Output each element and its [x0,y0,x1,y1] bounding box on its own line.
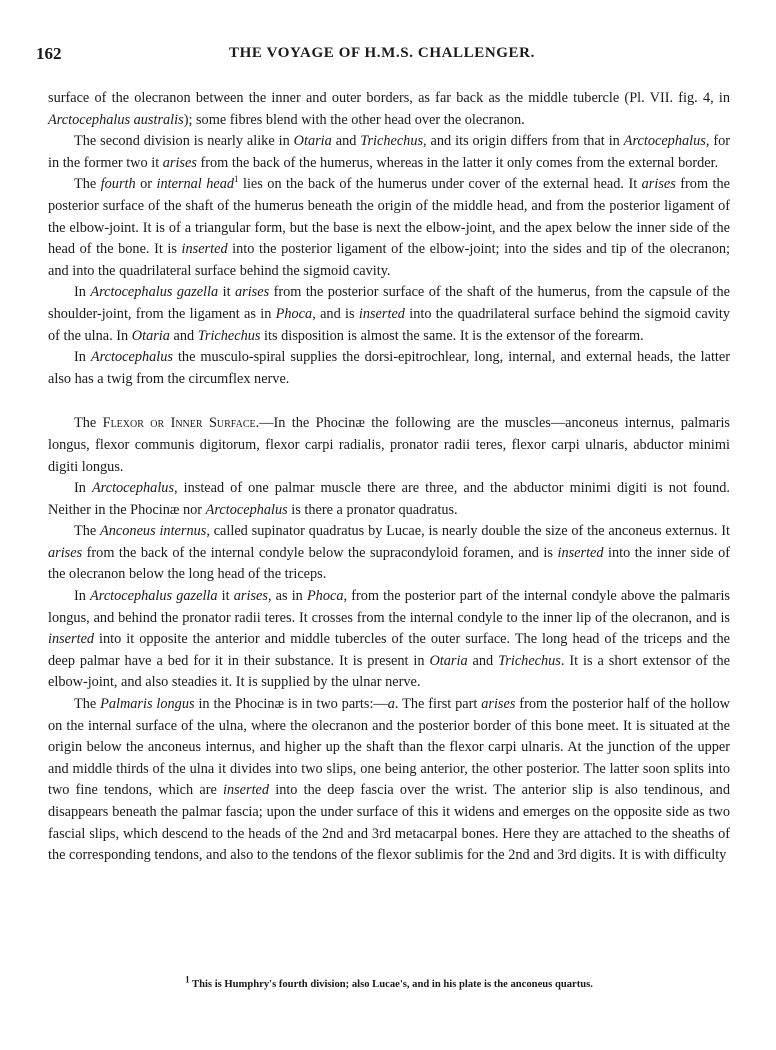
italic-term: Otaria [293,133,332,150]
italic-term: a [387,696,395,713]
text-run: The [74,523,101,540]
italic-term: Otaria [131,327,170,344]
text-run: the musculo-spiral supplies the dorsi-epitrochlear, long, internal, and external heads, the latter also has a twig from the circumflex nerve. [48,349,731,387]
italic-term: Trichechus [360,133,424,150]
text-run: into the inner side of the olecranon below the long head of the triceps. [48,544,730,583]
text-run: —In the Phocinæ the following are the muscles—anconeus internus, palmaris longus, flexor communis digitorum, flexor carpi radialis, pronator radii teres, flexor carpi ulnaris, abductor minimi digiti longus. [48,415,730,475]
text-run: into the posterior ligament of the elbow-joint; into the sides and tip of the olecranon; and into the quadrilateral surface behind the sigmoid cavity. [48,241,730,279]
italic-term: fourth [100,176,136,193]
footnote [48,974,730,990]
text-run: , and its origin differs from that in [423,133,624,150]
italic-term: Palmaris longus [100,696,195,713]
text-run: and [169,327,198,344]
text-run: surface of the olecranon between the inner and outer borders, as far back as the middle tubercle (Pl. VII. fig. 4, in [48,90,730,106]
paragraph-second-division [48,131,730,174]
paragraph-anconeus-internus [48,521,730,586]
italic-term: arises [481,696,516,713]
text-run: is there a pronator quadratus. [287,501,458,518]
text-run: into it opposite the anterior and middle tubercles of the outer surface. The long head of the triceps and the deep palmar have a bed for it in their substance. It is present in [48,631,730,669]
italic-term: arises [233,588,268,605]
text-run: The second division is nearly alike in [74,133,294,150]
footnote-text: This is Humphry's fourth division; also Lucae's, and in his plate is the anconeus quartus. [189,979,593,990]
paragraph-musculo-spiral-nerve [48,347,730,390]
text-run: , from the posterior part of the internal condyle above the palmaris longus, and behind the pronator radii teres. It crosses from the internal condyle to the inner lip of the olecranon, and is [48,588,730,626]
text-run: , for in the former two it [48,133,730,171]
italic-term: arises [234,284,270,301]
italic-term: Phoca [275,305,313,322]
italic-term: Arctocephalus [90,349,173,366]
text-run: from the posterior half of the hollow on the internal surface of the ulna, where the olecranon and the posterior border of this bone meet. It is situated at the origin below the anconeus internus, and higher up the shaft than the flexor carpi ulnaris. At the junction of the upper and middle thirds of the ulna it divides into two slips, one being anterior, the other posterior. The latter soon splits into two fine tendons, which are [48,696,730,799]
text-run: lies on the back of the humerus under cover of the external head. It [238,176,642,193]
italic-term: inserted [181,241,228,258]
italic-term: Arctocephalus [623,133,706,150]
text-run: The [74,176,101,193]
text-run: The [74,696,101,713]
text-run: , and is [312,305,359,322]
text-run: it [217,588,234,605]
text-run: In [74,588,91,605]
footnote-marker: 1 [185,974,190,985]
italic-term: inserted [557,544,604,561]
text-run: from the posterior surface of the shaft of the humerus beneath the origin of the middle head, and from the posterior ligament of the elbow-joint. It is of a triangular form, but the base is next the elbow-joint, and the apex below the inner side of the head of the bone. It is [48,176,731,258]
italic-term: inserted [222,782,270,799]
text-run: from the posterior surface of the shaft of the humerus, from the capsule of the shoulder-joint, from the ligament as in [48,284,730,322]
italic-term: Anconeus internus [100,523,207,540]
text-run: . The first part [394,696,482,713]
italic-term: Trichechus [498,652,561,669]
text-run: , called supinator quadratus by Lucae, is nearly double the size of the anconeus externus. It [206,523,730,540]
text-run: it [218,284,235,301]
footnote-reference: 1 [234,174,239,185]
text-run: or [135,176,157,193]
italic-term: Arctocephalus australis [48,111,184,128]
italic-term: Trichechus [197,327,261,344]
text-run: into the quadrilateral surface behind the sigmoid cavity of the ulna. In [48,305,730,344]
text-run: from the back of the internal condyle below the supracondyloid foramen, and is [82,544,558,561]
italic-term: Phoca [306,588,344,605]
text-run: from the back of the humerus, whereas in the latter it only comes from the external border. [196,154,719,171]
text-run: , as in [267,588,307,605]
italic-term: Arctocephalus gazella [90,284,219,301]
italic-term: inserted [358,305,405,322]
text-run: . It is a short extensor of the elbow-joint, and also steadies it. It is supplied by the ulnar nerve. [48,652,730,691]
text-run: and [331,133,361,150]
italic-term: internal head [156,176,235,193]
page-number: 162 [36,44,62,63]
italic-term: arises [162,154,197,171]
italic-term: inserted [48,631,95,648]
paragraph-flexor-surface-heading [48,413,730,478]
italic-term: Arctocephalus gazella [90,588,218,605]
text-run: The [74,415,103,432]
italic-term: arises [641,176,676,193]
text-run: In [74,480,92,497]
italic-term: Arctocephalus [205,501,288,518]
paragraph-arctocephalus-gazella-insertion [48,282,730,347]
paragraph-palmaris-longus [48,694,730,867]
body-text [48,88,730,867]
text-run: in the Phocinæ is in two parts:— [194,696,388,713]
section-heading: Flexor or Inner Surface. [102,415,260,432]
paragraph-fourth-internal-head [48,174,730,282]
page-header [36,44,728,66]
text-run: In [74,349,91,366]
text-run: its disposition is almost the same. It is the extensor of the forearm. [260,327,644,344]
italic-term: arises [48,544,83,561]
running-title: THE VOYAGE OF H.M.S. CHALLENGER. [229,45,535,61]
paragraph-palmar-muscles [48,478,730,521]
text-run: into the deep fascia over the wrist. The anterior slip is also tendinous, and disappears beneath the palmar fascia; upon the under surface of this it widens and emerges on the opposite side as two fascial slips, which descend to the heads of the 2nd and 3rd metacarpal bones. Here they are attached to the sheaths of the corresponding tendons, and also to the tendons of the flexor sublimis for the 2nd and 3rd digits. It is with difficulty [48,782,730,864]
text-run: and [467,652,499,669]
text-run: ); some fibres blend with the other head over the olecranon. [183,111,525,128]
italic-term: Otaria [429,652,468,669]
text-run: In [74,284,91,301]
italic-term: Arctocephalus [91,480,175,497]
paragraph-anconeus-gazella [48,586,730,694]
paragraph-olecranon-surface [48,88,730,131]
text-run: , instead of one palmar muscle there are three, and the abductor minimi digiti is not found. Neither in the Phocinæ nor [48,480,730,518]
